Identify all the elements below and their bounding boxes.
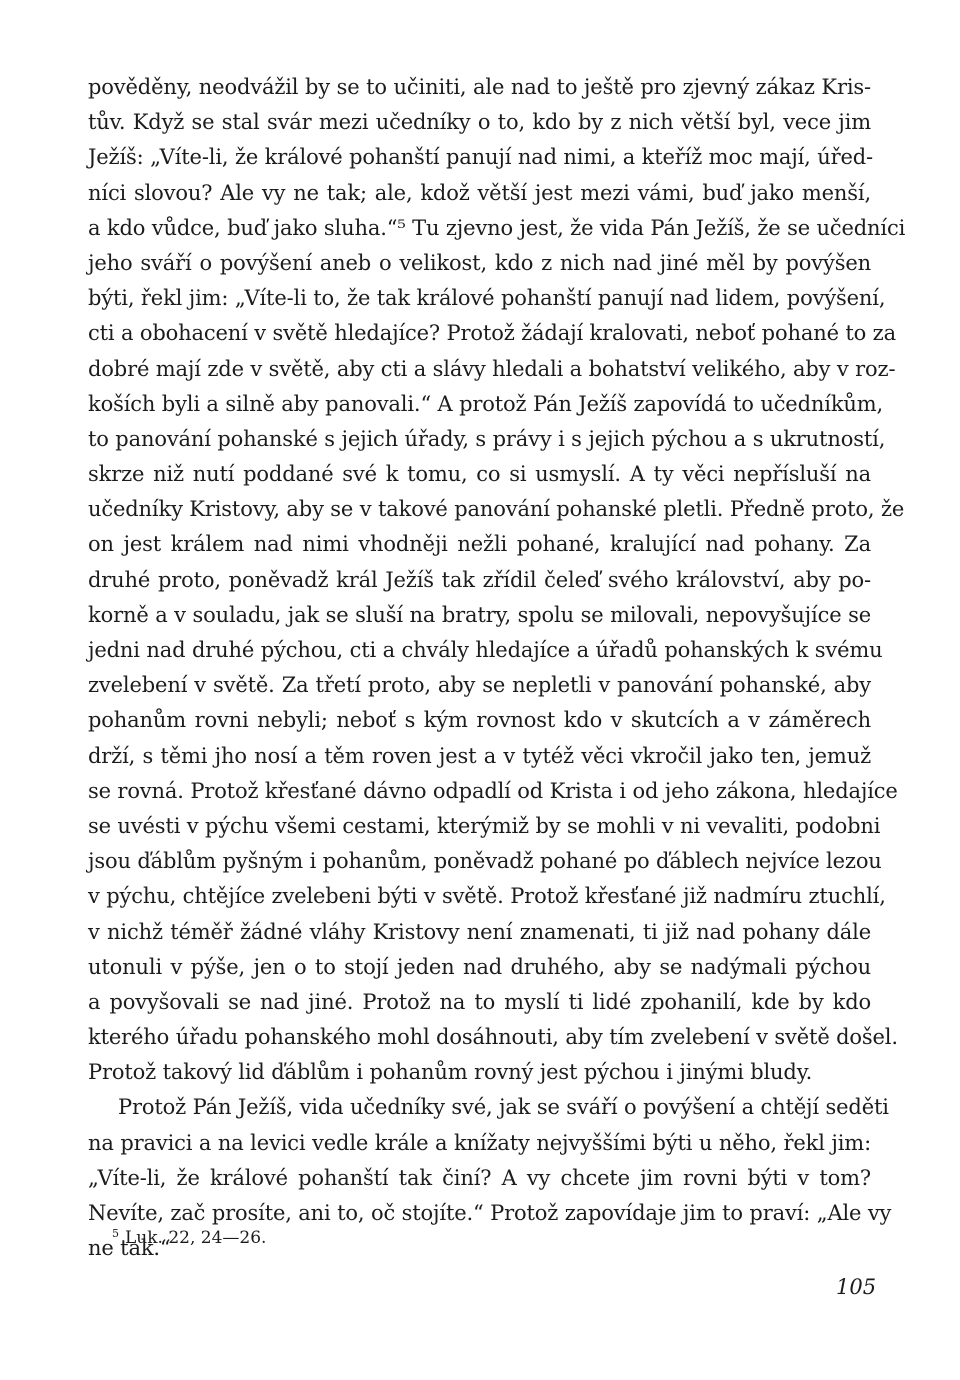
text-line: pověděny, neodvážil by se to učiniti, ale nad to ještě pro zjevný zákaz Kris- (88, 75, 871, 99)
text-line: korně a v souladu, jak se sluší na bratry, spolu se milovali, nepovyšujíce se (88, 602, 871, 627)
text-line: to panování pohanské s jejich úřady, s právy i s jejich pýchou a s ukrutností, (88, 426, 886, 451)
text-line: ne tak.“ (88, 1236, 171, 1261)
text-line: a kdo vůdce, buď jako sluha.“⁵ Tu zjevno jest, že vida Pán Ježíš, že se učedníci (88, 215, 906, 240)
body-text (88, 70, 906, 1266)
text-line: „Víte-li, že králové pohanští tak činí? A vy chcete jim rovni býti v tom? (88, 1165, 871, 1190)
text-line: se rovná. Protož křesťané dávno odpadlí od Krista i od jeho zákona, hledajíce (88, 778, 898, 803)
text-line: jsou ďáblům pyšným i pohanům, poněvadž pohané po ďáblech nejvíce lezou (88, 849, 882, 874)
text-line: skrze niž nutí poddané své k tomu, co si usmyslí. A ty věci nepřísluší na (88, 462, 871, 487)
text-line: níci slovou? Ale vy ne tak; ale, kdož větší jest mezi vámi, buď jako menší, (88, 180, 871, 205)
text-line: on jest králem nad nimi vhodněji nežli pohané, kralující nad pohany. Za (88, 532, 871, 557)
text-line: pohanům rovni nebyli; neboť s kým rovnost kdo v skutcích a v záměrech (88, 708, 871, 733)
text-line: jedni nad druhé pýchou, cti a chvály hledajíce a úřadů pohanských k svému (88, 638, 883, 662)
text-line: Ježíš: „Víte-li, že králové pohanští panují nad nimi, a kteříž moc mají, úřed- (88, 145, 873, 170)
text-line: Nevíte, zač prosíte, ani to, oč stojíte.“ Protož zapovídaje jim to praví: „Ale vy (88, 1201, 892, 1225)
text-line: Protož Pán Ježíš, vida učedníky své, jak se sváří o povýšení a chtějí seděti (118, 1095, 889, 1120)
paragraph-1 (88, 70, 906, 1090)
text-line: Protož takový lid ďáblům i pohanům rovný jest pýchou i jinými bludy. (88, 1060, 813, 1085)
footnote-text: Luk. 22, 24—26. (125, 1228, 267, 1248)
page-number: 105 (836, 1275, 877, 1299)
text-line: a povyšovali se nad jiné. Protož na to myslí ti lidé zpohanilí, kde by kdo (88, 989, 871, 1014)
text-line: utonuli v pýše, jen o to stojí jeden nad druhého, aby se nadýmali pýchou (88, 954, 871, 979)
text-line: kterého úřadu pohanského mohl dosáhnouti, aby tím zvelebení v světě došel. (88, 1025, 898, 1050)
text-line: v pýchu, chtějíce zvelebeni býti v světě. Protož křesťané již nadmíru ztuchlí, (88, 884, 886, 909)
text-line: cti a obohacení v světě hledajíce? Protož žádají kralovati, neboť pohané to za (88, 321, 896, 346)
text-line: druhé proto, poněvadž král Ježíš tak zřídil čeleď svého království, aby po- (88, 567, 871, 592)
text-line: tův. Když se stal svár mezi učedníky o to, kdo by z nich větší byl, vece jim (88, 110, 871, 135)
text-line: v nichž téměř žádné vláhy Kristovy není znamenati, ti již nad pohany dále (88, 919, 871, 944)
text-line: dobré mají zde v světě, aby cti a slávy hledali a bohatství velikého, aby v roz- (88, 356, 896, 381)
text-line: drží, s těmi jho nosí a těm roven jest a v tytéž věci vkročil jako ten, jemuž (88, 743, 871, 768)
text-line: jeho sváří o povýšení aneb o velikost, kdo z nich nad jiné měl by povýšen (88, 250, 871, 275)
text-line: zvelebení v světě. Za třetí proto, aby se nepletli v panování pohanské, aby (88, 673, 871, 698)
footnote (112, 1222, 266, 1250)
text-line: na pravici a na levici vedle krále a knížaty nejvyššími býti u něho, řekl jim: (88, 1130, 871, 1155)
text-line: koších byli a silně aby panovali.“ A protož Pán Ježíš zapovídá to učedníkům, (88, 391, 884, 416)
text-line: býti, řekl jim: „Víte-li to, že tak králové pohanští panují nad lidem, povýšení, (88, 286, 886, 311)
text-line: učedníky Kristovy, aby se v takové panování pohanské pletli. Předně proto, že (88, 497, 905, 522)
footnote-marker: 5 (112, 1227, 119, 1240)
text-line: se uvésti v pýchu všemi cestami, kterýmiž by se mohli v ni vevaliti, podobni (88, 813, 881, 838)
